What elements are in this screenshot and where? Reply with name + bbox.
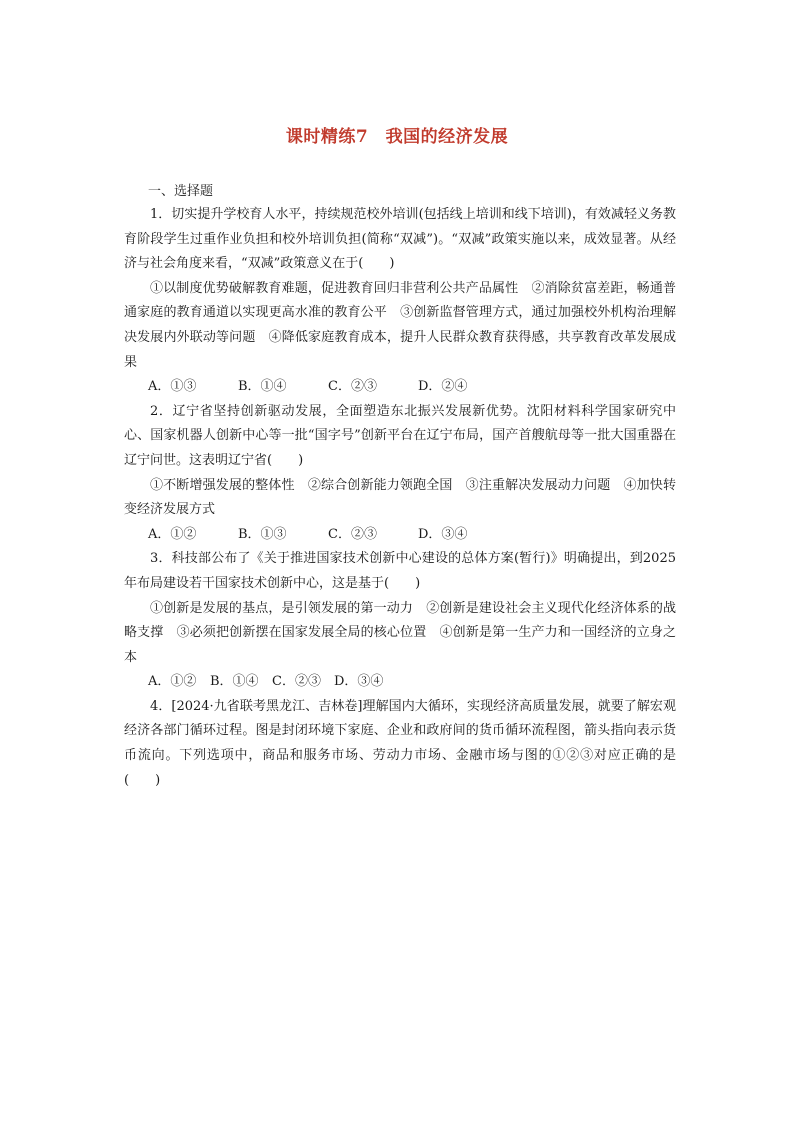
answer-options [124,670,676,695]
option-b: B．①③ [238,526,287,542]
answer-options [124,375,676,400]
option-b: B．①④ [210,674,259,690]
page-title: 课时精练7 我国的经济发展 [285,127,509,147]
option-c: C．②③ [328,379,377,395]
question-statements: ①创新是发展的基点，是引领发展的第一动力 ②创新是建设社会主义现代化经济体系的战略支撑 ③必须把创新摆在国家发展全局的核心位置 ④创新是第一生产力和一国经济的立身之本 [124,600,676,665]
question-stem: 4．[2024·九省联考黑龙江、吉林卷]理解国内大循环，实现经济高质量发展，就要了解宏观经济各部门循环过程。图是封闭环境下家庭、企业和政府间的货币循环流程图，箭头指向表示货币流向。下列选项中，商品和服务市场、劳动力市场、金融市场与图的①②③对应正确的是( ) [124,698,676,788]
question-list [124,203,676,793]
option-d: D．③④ [334,674,384,690]
option-a: A．①② [148,674,197,690]
question-statements: ①以制度优势破解教育难题，促进教育回归非营利公共产品属性 ②消除贫富差距，畅通普通家庭的教育通道以实现更高水准的教育公平 ③创新监督管理方式，通过加强校外机构治理解决发展内外联动等问题 ④降低家庭教育成本，提升人民群众教育获得感，共享教育改革发展成果 [124,280,676,370]
question-stem: 1．切实提升学校育人水平，持续规范校外培训(包括线上培训和线下培训)，有效减轻义务教育阶段学生过重作业负担和校外培训负担(简称“双减”)。“双减”政策实施以来，成效显著。从经济与社会角度来看，“双减”政策意义在于( ) [124,207,676,272]
option-b: B．①④ [238,379,287,395]
option-d: D．②④ [418,379,468,395]
option-a: A．①② [148,526,197,542]
option-c: C．②③ [272,674,321,690]
option-d: D．③④ [418,526,468,542]
option-c: C．②③ [328,526,377,542]
answer-options [124,523,676,548]
option-a: A．①③ [148,379,197,395]
question-stem: 3．科技部公布了《关于推进国家技术创新中心建设的总体方案(暂行)》明确提出，到2025年布局建设若干国家技术创新中心，这是基于( ) [124,551,676,591]
question-stem: 2．辽宁省坚持创新驱动发展，全面塑造东北振兴发展新优势。沈阳材料科学国家研究中心、国家机器人创新中心等一批“国字号”创新平台在辽宁布局，国产首艘航母等一批大国重器在辽宁问世。这表明辽宁省( ) [124,403,676,468]
question-statements: ①不断增强发展的整体性 ②综合创新能力领跑全国 ③注重解决发展动力问题 ④加快转变经济发展方式 [124,477,676,518]
section-heading: 一、选择题 [148,184,214,199]
